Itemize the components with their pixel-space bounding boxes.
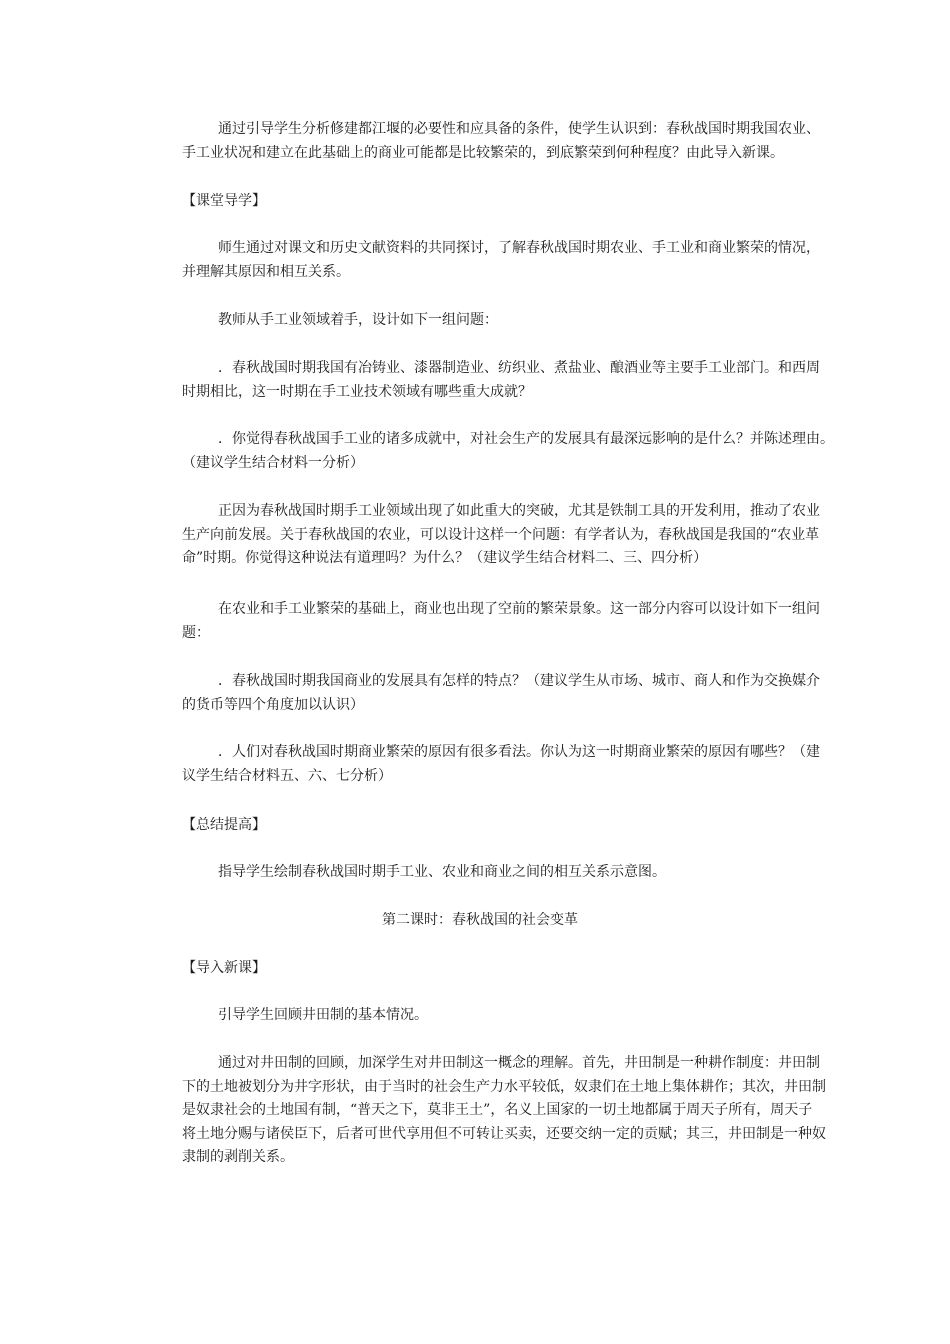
- text-line: （建议学生结合材料一分析）: [182, 454, 364, 471]
- text-line: 的货币等四个角度加以认识）: [182, 696, 364, 713]
- paragraph-agriculture: [146, 500, 820, 571]
- section-heading-summary: 【总结提高】: [182, 817, 266, 833]
- question-item-1: [146, 357, 820, 404]
- text-line: 题：: [182, 624, 210, 641]
- lesson-subtitle: 第二课时：春秋战国的社会变革: [382, 912, 578, 928]
- text-line: ．人们对春秋战国时期商业繁荣的原因有很多看法。你认为这一时期商业繁荣的原因有哪些？（建: [218, 744, 820, 760]
- section-heading-new-lesson: 【导入新课】: [182, 960, 266, 976]
- section-heading-classroom-guide: 【课堂导学】: [182, 193, 266, 209]
- paragraph-commerce: [146, 598, 820, 645]
- text-line: 生产向前发展。关于春秋战国的农业，可以设计这样一个问题：有学者认为，春秋战国是我国的“农业革: [182, 526, 820, 543]
- text-line: 正因为春秋战国时期手工业领域出现了如此重大的突破，尤其是铁制工具的开发利用，推动了农业: [218, 503, 820, 519]
- paragraph-discussion: [146, 237, 820, 284]
- text-line: ．你觉得春秋战国手工业的诸多成就中，对社会生产的发展具有最深远影响的是什么？并陈述理由。: [218, 431, 834, 447]
- text-line: 通过对井田制的回顾，加深学生对井田制这一概念的理解。首先，井田制是一种耕作制度：井田制: [218, 1055, 820, 1071]
- question-item-3: [146, 670, 820, 717]
- text-line: 将土地分赐与诸侯臣下，后者可世代享用但不可转让买卖，还要交纳一定的贡赋；其三，井田制是一种奴: [182, 1125, 826, 1142]
- question-item-4: [146, 741, 820, 788]
- text-line: 手工业状况和建立在此基础上的商业可能都是比较繁荣的，到底繁荣到何种程度？由此导入新课。: [182, 144, 784, 161]
- text-line: 议学生结合材料五、六、七分析）: [182, 767, 392, 784]
- text-line: 时期相比，这一时期在手工业技术领域有哪些重大成就？: [182, 383, 532, 400]
- text-line: 并理解其原因和相互关系。: [182, 263, 350, 280]
- question-item-2: [146, 428, 834, 475]
- paragraph-review: [146, 1004, 814, 1028]
- text-line: 指导学生绘制春秋战国时期手工业、农业和商业之间的相互关系示意图。: [218, 864, 666, 880]
- text-line: ．春秋战国时期我国有冶铸业、漆器制造业、纺织业、煮盐业、酿酒业等主要手工业部门。和西周: [218, 360, 820, 376]
- text-line: 隶制的剥削关系。: [182, 1149, 294, 1165]
- intro-paragraph: [146, 118, 820, 165]
- text-line: 通过引导学生分析修建都江堰的必要性和应具备的条件，使学生认识到：春秋战国时期我国农业、: [218, 121, 820, 137]
- text-line: 命”时期。你觉得这种说法有道理吗？为什么？（建议学生结合材料二、三、四分析）: [182, 550, 708, 566]
- text-line: 引导学生回顾井田制的基本情况。: [218, 1007, 428, 1023]
- paragraph-handicraft-questions: [146, 309, 814, 333]
- text-line: 教师从手工业领域着手，设计如下一组问题：: [218, 312, 498, 328]
- paragraph-well-field-system: [146, 1052, 826, 1170]
- text-line: 师生通过对课文和历史文献资料的共同探讨，了解春秋战国时期农业、手工业和商业繁荣的情况，: [218, 240, 820, 256]
- text-line: 在农业和手工业繁荣的基础上，商业也出现了空前的繁荣景象。这一部分内容可以设计如下一组问: [218, 601, 820, 617]
- text-line: 下的土地被划分为井字形状，由于当时的社会生产力水平较低，奴隶们在土地上集体耕作；其次，井田制: [182, 1078, 826, 1095]
- text-line: ．春秋战国时期我国商业的发展具有怎样的特点？（建议学生从市场、城市、商人和作为交换媒介: [218, 673, 820, 689]
- text-line: 是奴隶社会的土地国有制，“普天之下，莫非王土”，名义上国家的一切土地都属于周天子所有，周天子: [182, 1102, 813, 1118]
- paragraph-summary: [146, 861, 814, 885]
